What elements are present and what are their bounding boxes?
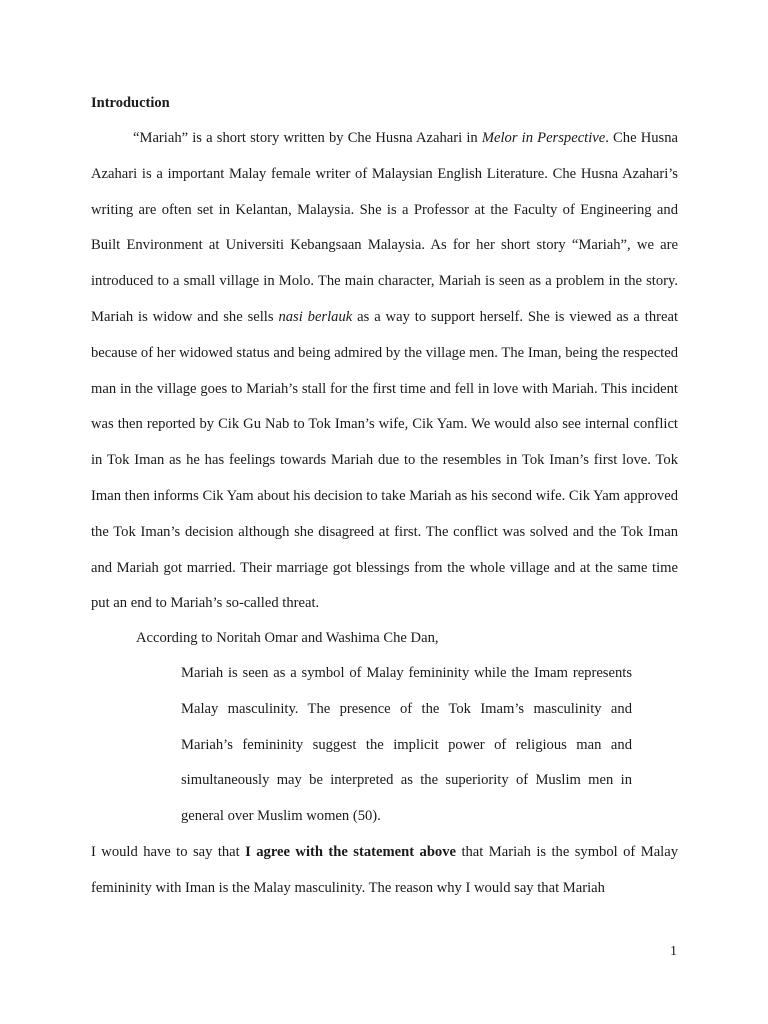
paragraph-text: as a way to support herself. She is viewed as a threat because of her widowed status and being admired by the village men. The Iman, being the respected man in the village goes to Mariah’s stall for the first time and fell in love with Mariah. This incident was then reported by Cik Gu Nab to Tok Iman’s wife, Cik Yam. We would also see internal conflict in Tok Iman as he has feelings towards Mariah due to the resembles in Tok Iman’s first love. Tok Iman then informs Cik Yam about his decision to take Mariah as his second wife. Cik Yam approved the Tok Iman’s decision although she disagreed at first. The conflict was solved and the Tok Iman and Mariah got married. Their marriage got blessings from the whole village and at the same time put an end to Mariah’s so-called threat. — [91, 308, 679, 612]
paragraph-text: I would have to say that — [91, 844, 246, 860]
emphasized-statement: I agree with the statement above — [245, 844, 457, 860]
paragraph-argument — [91, 835, 678, 907]
paragraph-text: “Mariah” is a short story written by Che Husna Azahari in — [133, 130, 482, 146]
food-term: nasi berlauk — [278, 308, 353, 325]
page-number: 1 — [670, 944, 677, 959]
book-title: Melor in Perspective — [481, 130, 606, 146]
paragraph-quote-intro: According to Noritah Omar and Washima Che Dan, — [136, 630, 439, 646]
block-quote: Mariah is seen as a symbol of Malay femininity while the Imam represents Malay masculinity. The presence of the Tok Imam’s masculinity and Mariah’s femininity suggest the implicit power of religious man and simultaneously may be interpreted as the superiority of Muslim men in general over Muslim women (50). — [181, 665, 632, 825]
paragraph-text: that Mariah is the symbol of Malay femininity with Iman is the Malay masculinity. The reason why I would say that Mariah — [91, 844, 678, 896]
paragraph-introduction — [91, 121, 678, 622]
section-heading: Introduction — [91, 95, 170, 111]
paragraph-text: . Che Husna Azahari is a important Malay female writer of Malaysian English Literature. Che Husna Azahari’s writing are often set in Kelantan, Malaysia. She is a Professor at the Faculty of Engineering and Built Environment at Universiti Kebangsaan Malaysia. As for her short story “Mariah”, we are introduced to a small village in Molo. The main character, Mariah is seen as a problem in the story. Mariah is widow and she sells — [91, 130, 678, 325]
